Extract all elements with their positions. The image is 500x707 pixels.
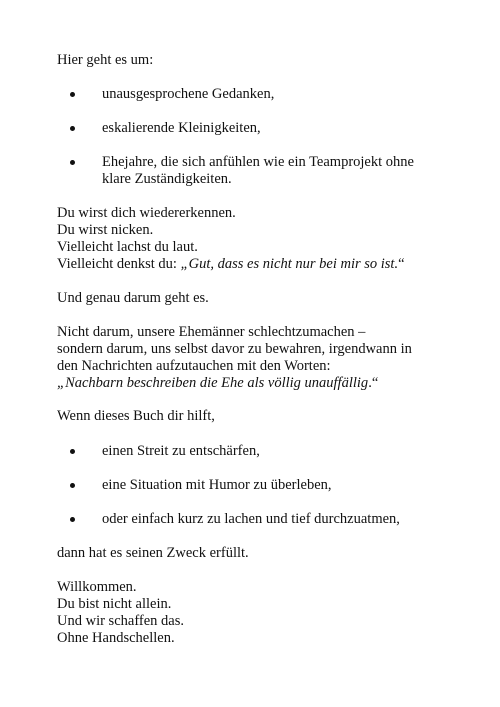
paragraph-line: den Nachrichten aufzutauchen mit den Worten: xyxy=(57,358,331,374)
paragraph-line: Du wirst nicken. xyxy=(57,222,154,238)
intro-text: Hier geht es um: xyxy=(57,52,154,68)
purpose-paragraph xyxy=(57,324,412,392)
bullet-icon xyxy=(70,160,75,165)
list-item-text: eine Situation mit Humor zu überleben, xyxy=(102,477,332,493)
quote-text: „Gut, dass es nicht nur bei mir so ist. xyxy=(180,256,399,272)
list-item-text: klare Zuständigkeiten. xyxy=(102,171,232,187)
paragraph-line: Willkommen. xyxy=(57,579,137,595)
paragraph-line: Ohne Handschellen. xyxy=(57,630,175,646)
list-item-text: einen Streit zu entschärfen, xyxy=(102,443,260,459)
paragraph-line: Du wirst dich wiedererkennen. xyxy=(57,205,236,221)
bullet-icon xyxy=(70,449,75,454)
list-item-text: unausgesprochene Gedanken, xyxy=(102,86,275,102)
quote-close: “ xyxy=(398,256,405,272)
bullet-icon xyxy=(70,92,75,97)
if-book-text: Wenn dieses Buch dir hilft, xyxy=(57,408,215,424)
recognition-paragraph xyxy=(57,205,405,273)
closing-paragraph xyxy=(57,579,184,647)
fulfilled-text: dann hat es seinen Zweck erfüllt. xyxy=(57,545,249,561)
paragraph-line xyxy=(57,375,412,392)
bullet-icon xyxy=(70,126,75,131)
paragraph-line xyxy=(57,256,405,273)
list-item-text: eskalierende Kleinigkeiten, xyxy=(102,120,261,136)
paragraph-line: Vielleicht lachst du laut. xyxy=(57,239,198,255)
paragraph-line: Nicht darum, unsere Ehemänner schlechtzumachen – xyxy=(57,324,366,340)
paragraph-line: Du bist nicht allein. xyxy=(57,596,172,612)
bullet-icon xyxy=(70,483,75,488)
paragraph-line: Und wir schaffen das. xyxy=(57,613,184,629)
list-item-text: oder einfach kurz zu lachen und tief durchzuatmen, xyxy=(102,511,400,527)
paragraph-text: Vielleicht denkst du: xyxy=(57,256,181,272)
list-item-text: Ehejahre, die sich anfühlen wie ein Teamprojekt ohne xyxy=(102,154,414,170)
quote-close: .“ xyxy=(368,375,379,391)
point-text: Und genau darum geht es. xyxy=(57,290,209,306)
quote-text: „Nachbarn beschreiben die Ehe als völlig unauffällig xyxy=(57,375,369,391)
bullet-icon xyxy=(70,517,75,522)
paragraph-line: sondern darum, uns selbst davor zu bewahren, irgendwann in xyxy=(57,341,412,357)
